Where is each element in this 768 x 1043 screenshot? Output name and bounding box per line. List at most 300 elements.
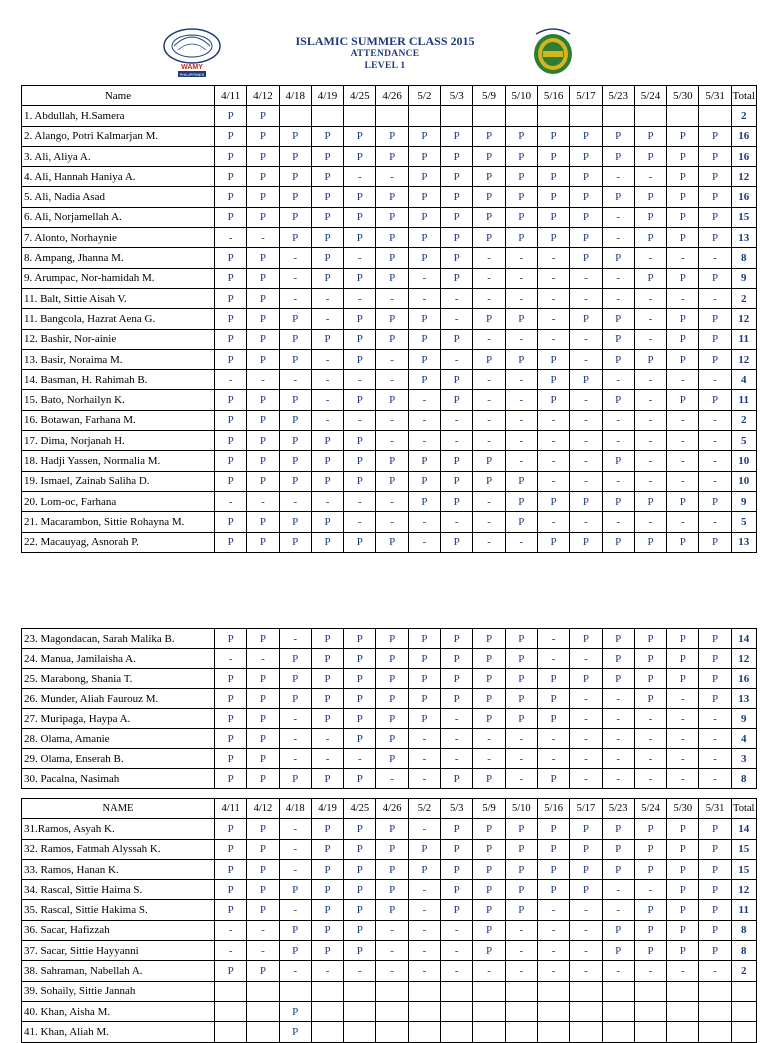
attendance-mark: P: [311, 859, 343, 879]
student-row: [22, 920, 757, 940]
attendance-mark: -: [344, 491, 376, 511]
attendance-mark: P: [311, 248, 343, 268]
attendance-mark: P: [634, 532, 666, 552]
attendance-mark: P: [699, 900, 731, 920]
attendance-total: 16: [731, 126, 756, 146]
attendance-mark: -: [408, 961, 440, 981]
student-row: [22, 981, 757, 1001]
attendance-mark: P: [376, 228, 408, 248]
column-header-date: 4/18: [279, 86, 311, 106]
attendance-mark: -: [699, 769, 731, 789]
attendance-mark: P: [699, 689, 731, 709]
attendance-mark: P: [376, 709, 408, 729]
attendance-mark: -: [570, 268, 602, 288]
attendance-mark: P: [699, 859, 731, 879]
attendance-mark: P: [247, 471, 279, 491]
attendance-mark: P: [505, 126, 537, 146]
attendance-mark: P: [279, 390, 311, 410]
attendance-mark: -: [505, 941, 537, 961]
column-header-date: 5/16: [537, 799, 569, 819]
student-name: 8. Ampang, Jhanna M.: [22, 248, 215, 268]
student-name: 12. Bashir, Nor-ainie: [22, 329, 215, 349]
attendance-mark: -: [473, 288, 505, 308]
student-name: 27. Muripaga, Haypa A.: [22, 709, 215, 729]
attendance-mark: -: [537, 629, 569, 649]
student-row: [22, 410, 757, 430]
student-row: [22, 669, 757, 689]
attendance-mark: P: [279, 146, 311, 166]
attendance-mark: -: [279, 859, 311, 879]
attendance-mark: P: [441, 769, 473, 789]
attendance-mark: P: [602, 146, 634, 166]
academy-seal-logo: [532, 24, 574, 76]
student-row: [22, 839, 757, 859]
attendance-mark: P: [215, 329, 247, 349]
attendance-mark: [505, 1001, 537, 1021]
attendance-mark: -: [473, 749, 505, 769]
attendance-mark: P: [634, 349, 666, 369]
attendance-mark: P: [537, 819, 569, 839]
attendance-mark: P: [215, 859, 247, 879]
student-row: [22, 629, 757, 649]
attendance-mark: -: [634, 329, 666, 349]
attendance-mark: -: [667, 451, 699, 471]
student-name: 28. Olama, Amanie: [22, 729, 215, 749]
attendance-mark: [376, 106, 408, 126]
attendance-mark: -: [505, 729, 537, 749]
attendance-mark: [344, 106, 376, 126]
attendance-mark: P: [667, 880, 699, 900]
attendance-mark: P: [247, 268, 279, 288]
attendance-mark: -: [570, 709, 602, 729]
attendance-mark: P: [311, 532, 343, 552]
attendance-mark: -: [215, 941, 247, 961]
attendance-mark: P: [634, 920, 666, 940]
student-row: [22, 146, 757, 166]
attendance-mark: P: [247, 629, 279, 649]
attendance-mark: -: [634, 288, 666, 308]
attendance-mark: -: [408, 729, 440, 749]
attendance-mark: P: [344, 649, 376, 669]
attendance-mark: [570, 1022, 602, 1042]
attendance-mark: P: [667, 126, 699, 146]
wamy-logo-text: WAMY: [181, 64, 203, 71]
attendance-mark: -: [537, 749, 569, 769]
attendance-mark: P: [667, 649, 699, 669]
student-row: [22, 431, 757, 451]
attendance-mark: P: [667, 309, 699, 329]
attendance-mark: P: [247, 309, 279, 329]
attendance-mark: P: [311, 146, 343, 166]
attendance-mark: P: [602, 839, 634, 859]
attendance-mark: P: [344, 769, 376, 789]
attendance-mark: P: [247, 532, 279, 552]
attendance-mark: P: [602, 859, 634, 879]
attendance-mark: P: [570, 819, 602, 839]
attendance-mark: [699, 981, 731, 1001]
attendance-mark: -: [279, 961, 311, 981]
attendance-mark: [537, 1022, 569, 1042]
attendance-mark: P: [602, 349, 634, 369]
attendance-mark: -: [570, 288, 602, 308]
student-row: [22, 491, 757, 511]
attendance-mark: P: [408, 859, 440, 879]
attendance-mark: -: [441, 920, 473, 940]
attendance-mark: P: [376, 669, 408, 689]
attendance-mark: P: [441, 167, 473, 187]
attendance-mark: P: [473, 689, 505, 709]
student-name: 26. Munder, Aliah Faurouz M.: [22, 689, 215, 709]
attendance-mark: P: [311, 900, 343, 920]
attendance-mark: P: [667, 900, 699, 920]
attendance-mark: P: [279, 532, 311, 552]
attendance-mark: -: [505, 769, 537, 789]
attendance-total: 12: [731, 309, 756, 329]
attendance-mark: P: [667, 819, 699, 839]
attendance-mark: [376, 1022, 408, 1042]
attendance-mark: P: [570, 532, 602, 552]
student-row: [22, 471, 757, 491]
attendance-mark: P: [699, 839, 731, 859]
attendance-mark: P: [699, 629, 731, 649]
attendance-mark: P: [408, 167, 440, 187]
attendance-mark: P: [215, 471, 247, 491]
attendance-mark: P: [473, 207, 505, 227]
attendance-mark: -: [570, 941, 602, 961]
attendance-mark: -: [215, 491, 247, 511]
attendance-total: 16: [731, 146, 756, 166]
student-name: 13. Basir, Noraima M.: [22, 349, 215, 369]
attendance-mark: P: [441, 390, 473, 410]
student-row: [22, 167, 757, 187]
column-header-date: 5/10: [505, 799, 537, 819]
attendance-mark: P: [408, 669, 440, 689]
attendance-total: 13: [731, 689, 756, 709]
attendance-mark: [311, 1022, 343, 1042]
attendance-mark: P: [441, 880, 473, 900]
attendance-mark: P: [344, 859, 376, 879]
student-row: [22, 859, 757, 879]
attendance-mark: -: [473, 410, 505, 430]
attendance-mark: -: [441, 749, 473, 769]
attendance-mark: [279, 106, 311, 126]
attendance-mark: [311, 1001, 343, 1021]
attendance-mark: P: [699, 309, 731, 329]
attendance-mark: P: [634, 649, 666, 669]
attendance-mark: P: [505, 900, 537, 920]
attendance-mark: P: [215, 390, 247, 410]
attendance-mark: -: [279, 370, 311, 390]
attendance-mark: P: [376, 819, 408, 839]
attendance-mark: P: [408, 629, 440, 649]
attendance-mark: -: [441, 709, 473, 729]
attendance-mark: P: [215, 900, 247, 920]
attendance-mark: -: [408, 512, 440, 532]
attendance-mark: -: [537, 288, 569, 308]
column-header-date: 5/3: [441, 799, 473, 819]
attendance-mark: P: [634, 207, 666, 227]
attendance-mark: -: [311, 349, 343, 369]
attendance-mark: -: [215, 370, 247, 390]
attendance-mark: P: [344, 729, 376, 749]
student-name: 29. Olama, Enserah B.: [22, 749, 215, 769]
attendance-mark: P: [408, 491, 440, 511]
attendance-mark: -: [537, 248, 569, 268]
attendance-mark: P: [344, 126, 376, 146]
attendance-mark: P: [247, 349, 279, 369]
attendance-mark: P: [311, 207, 343, 227]
attendance-mark: -: [247, 649, 279, 669]
attendance-mark: P: [441, 370, 473, 390]
attendance-mark: -: [408, 880, 440, 900]
attendance-total: 2: [731, 106, 756, 126]
attendance-mark: P: [441, 248, 473, 268]
attendance-mark: [473, 106, 505, 126]
attendance-mark: P: [311, 471, 343, 491]
attendance-mark: -: [537, 431, 569, 451]
attendance-mark: P: [215, 819, 247, 839]
attendance-mark: P: [344, 941, 376, 961]
attendance-mark: P: [602, 329, 634, 349]
attendance-mark: -: [570, 900, 602, 920]
attendance-mark: -: [441, 349, 473, 369]
attendance-mark: P: [344, 920, 376, 940]
attendance-mark: -: [505, 920, 537, 940]
attendance-mark: P: [537, 532, 569, 552]
attendance-mark: P: [570, 839, 602, 859]
attendance-mark: [376, 981, 408, 1001]
student-name: 18. Hadji Yassen, Normalia M.: [22, 451, 215, 471]
attendance-total: 12: [731, 349, 756, 369]
attendance-mark: P: [505, 880, 537, 900]
attendance-mark: P: [279, 431, 311, 451]
attendance-mark: -: [441, 941, 473, 961]
attendance-mark: [634, 1022, 666, 1042]
column-header-date: 5/17: [570, 799, 602, 819]
attendance-mark: P: [215, 709, 247, 729]
attendance-mark: [537, 1001, 569, 1021]
student-row: [22, 329, 757, 349]
student-name: 23. Magondacan, Sarah Malika B.: [22, 629, 215, 649]
attendance-mark: -: [215, 649, 247, 669]
attendance-mark: [473, 1001, 505, 1021]
attendance-mark: -: [602, 471, 634, 491]
column-header-date: 5/2: [408, 799, 440, 819]
attendance-mark: P: [441, 532, 473, 552]
attendance-table-3: [21, 798, 757, 1043]
attendance-mark: P: [376, 859, 408, 879]
attendance-mark: [473, 1022, 505, 1042]
attendance-mark: [408, 1022, 440, 1042]
attendance-mark: -: [634, 471, 666, 491]
attendance-mark: P: [699, 920, 731, 940]
attendance-mark: P: [279, 769, 311, 789]
attendance-mark: P: [699, 880, 731, 900]
attendance-mark: P: [699, 126, 731, 146]
attendance-total: 2: [731, 961, 756, 981]
attendance-mark: -: [441, 288, 473, 308]
attendance-mark: P: [537, 839, 569, 859]
attendance-mark: P: [247, 410, 279, 430]
attendance-mark: P: [505, 491, 537, 511]
attendance-mark: P: [215, 410, 247, 430]
attendance-mark: -: [311, 961, 343, 981]
attendance-mark: -: [570, 410, 602, 430]
attendance-mark: P: [344, 880, 376, 900]
student-row: [22, 1022, 757, 1042]
attendance-mark: P: [570, 187, 602, 207]
attendance-mark: P: [473, 900, 505, 920]
attendance-mark: P: [344, 669, 376, 689]
attendance-mark: P: [570, 207, 602, 227]
attendance-mark: P: [376, 187, 408, 207]
attendance-mark: [344, 1001, 376, 1021]
attendance-mark: -: [441, 729, 473, 749]
attendance-mark: P: [473, 451, 505, 471]
attendance-mark: -: [634, 451, 666, 471]
student-name: 36. Sacar, Hafizzah: [22, 920, 215, 940]
attendance-mark: [602, 106, 634, 126]
attendance-mark: -: [570, 920, 602, 940]
attendance-mark: [408, 106, 440, 126]
attendance-mark: P: [505, 146, 537, 166]
attendance-mark: P: [279, 207, 311, 227]
attendance-mark: P: [441, 900, 473, 920]
attendance-total: 9: [731, 268, 756, 288]
attendance-mark: -: [634, 749, 666, 769]
attendance-mark: -: [699, 729, 731, 749]
column-header-date: 5/23: [602, 799, 634, 819]
attendance-mark: P: [376, 900, 408, 920]
attendance-mark: P: [667, 629, 699, 649]
attendance-mark: P: [376, 749, 408, 769]
attendance-mark: P: [376, 390, 408, 410]
attendance-mark: P: [473, 920, 505, 940]
column-header-date: 5/24: [634, 86, 666, 106]
attendance-mark: P: [215, 187, 247, 207]
attendance-mark: P: [247, 839, 279, 859]
attendance-mark: P: [667, 329, 699, 349]
attendance-total: 10: [731, 451, 756, 471]
attendance-mark: -: [311, 288, 343, 308]
student-name: 22. Macauyag, Asnorah P.: [22, 532, 215, 552]
attendance-mark: P: [408, 451, 440, 471]
attendance-mark: -: [602, 689, 634, 709]
attendance-mark: [505, 1022, 537, 1042]
attendance-mark: P: [215, 309, 247, 329]
attendance-mark: -: [505, 532, 537, 552]
attendance-mark: P: [537, 349, 569, 369]
attendance-mark: P: [247, 390, 279, 410]
attendance-mark: P: [247, 146, 279, 166]
student-name: 3. Ali, Aliya A.: [22, 146, 215, 166]
attendance-mark: -: [667, 288, 699, 308]
student-row: [22, 749, 757, 769]
attendance-mark: -: [279, 839, 311, 859]
attendance-mark: P: [311, 649, 343, 669]
attendance-mark: -: [441, 410, 473, 430]
attendance-mark: P: [247, 512, 279, 532]
student-row: [22, 649, 757, 669]
attendance-mark: P: [537, 187, 569, 207]
attendance-mark: -: [279, 749, 311, 769]
attendance-mark: P: [537, 126, 569, 146]
column-header-date: 4/11: [215, 799, 247, 819]
attendance-mark: P: [376, 839, 408, 859]
attendance-mark: P: [441, 649, 473, 669]
column-header-date: 4/26: [376, 86, 408, 106]
student-name: 37. Sacar, Sittie Hayyanni: [22, 941, 215, 961]
attendance-mark: -: [505, 248, 537, 268]
attendance-mark: P: [473, 941, 505, 961]
attendance-mark: P: [570, 370, 602, 390]
student-name: 9. Arumpac, Nor-hamidah M.: [22, 268, 215, 288]
attendance-mark: P: [473, 167, 505, 187]
attendance-mark: -: [441, 431, 473, 451]
attendance-mark: P: [215, 349, 247, 369]
column-header-date: 5/30: [667, 86, 699, 106]
attendance-mark: P: [505, 309, 537, 329]
attendance-mark: P: [279, 309, 311, 329]
student-row: [22, 729, 757, 749]
attendance-mark: -: [505, 410, 537, 430]
attendance-mark: -: [570, 471, 602, 491]
attendance-mark: P: [215, 769, 247, 789]
attendance-mark: P: [376, 309, 408, 329]
attendance-total: 8: [731, 769, 756, 789]
attendance-mark: P: [505, 349, 537, 369]
attendance-mark: P: [537, 228, 569, 248]
attendance-mark: P: [537, 769, 569, 789]
attendance-mark: P: [344, 207, 376, 227]
attendance-mark: P: [311, 941, 343, 961]
header-row: [22, 799, 757, 819]
attendance-mark: P: [667, 941, 699, 961]
attendance-mark: P: [344, 532, 376, 552]
attendance-mark: P: [667, 491, 699, 511]
attendance-mark: P: [570, 248, 602, 268]
attendance-mark: P: [311, 839, 343, 859]
attendance-total: 9: [731, 709, 756, 729]
attendance-mark: P: [311, 769, 343, 789]
column-header-date: 5/2: [408, 86, 440, 106]
attendance-mark: -: [634, 709, 666, 729]
column-header-name: NAME: [22, 799, 215, 819]
attendance-mark: P: [667, 920, 699, 940]
attendance-mark: P: [344, 309, 376, 329]
attendance-mark: P: [408, 309, 440, 329]
attendance-mark: -: [247, 920, 279, 940]
attendance-mark: P: [699, 268, 731, 288]
student-row: [22, 1001, 757, 1021]
attendance-mark: P: [279, 920, 311, 940]
header-row: [22, 86, 757, 106]
attendance-total: 4: [731, 729, 756, 749]
attendance-mark: P: [699, 329, 731, 349]
column-header-date: 4/19: [311, 799, 343, 819]
attendance-mark: -: [699, 512, 731, 532]
attendance-mark: -: [602, 268, 634, 288]
attendance-mark: -: [408, 288, 440, 308]
attendance-mark: [376, 1001, 408, 1021]
student-name: 5. Ali, Nadia Asad: [22, 187, 215, 207]
attendance-mark: P: [473, 187, 505, 207]
attendance-mark: -: [473, 390, 505, 410]
student-name: 20. Lom-oc, Farhana: [22, 491, 215, 511]
attendance-mark: P: [699, 819, 731, 839]
attendance-mark: P: [667, 390, 699, 410]
attendance-total: 16: [731, 187, 756, 207]
